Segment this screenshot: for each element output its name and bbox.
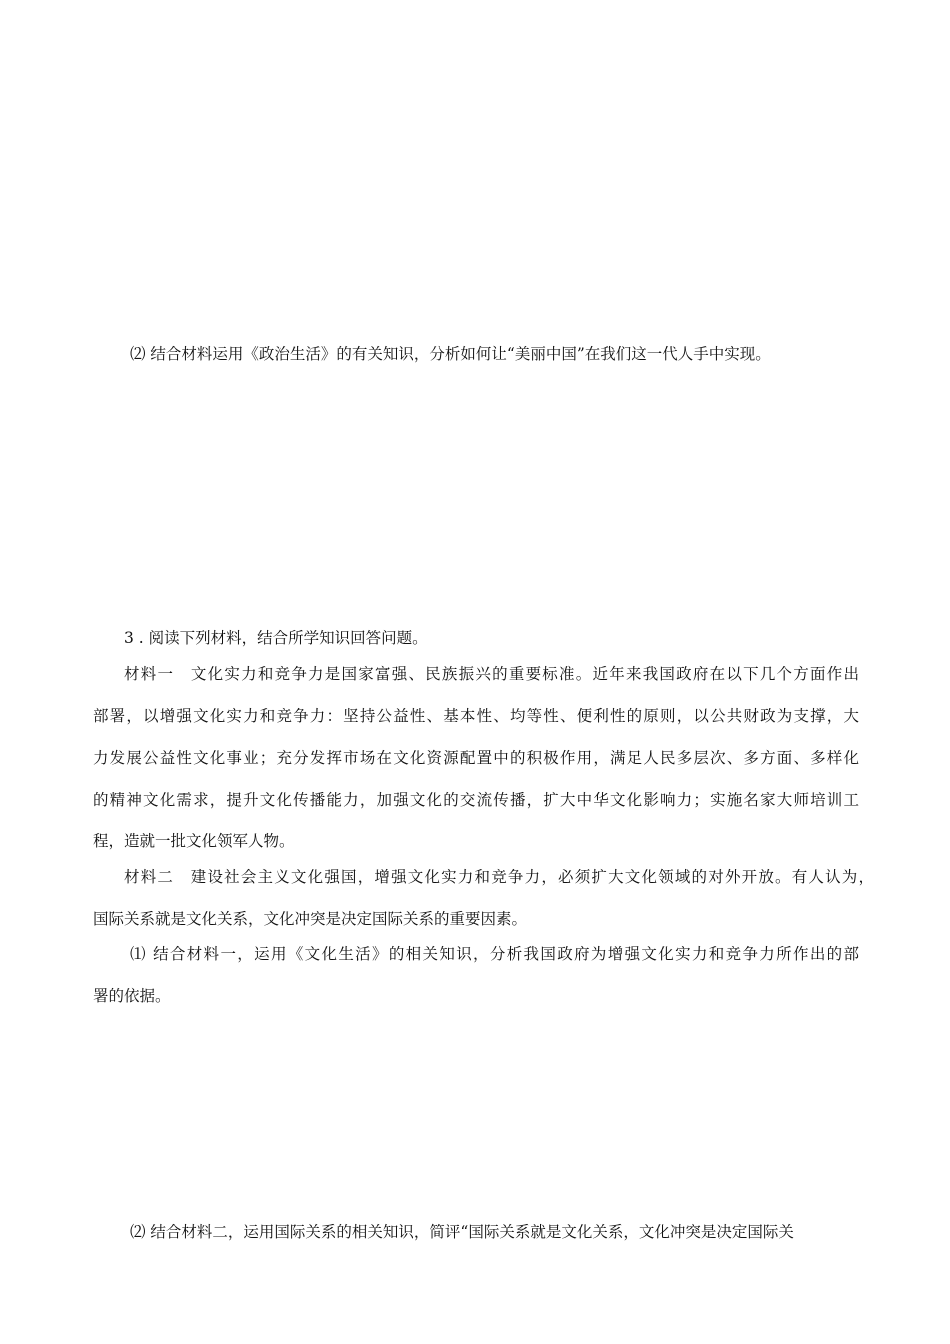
material-1-line-4: 的精神文化需求，提升文化传播能力，加强文化的交流传播，扩大中华文化影响力；实施名家大师培训工 — [93, 791, 859, 809]
material-1-line-1: 材料一 文化实力和竞争力是国家富强、民族振兴的重要标准。近年来我国政府在以下几个方面作出 — [124, 665, 859, 683]
subquestion-1-line-2: 署的依据。 — [93, 987, 171, 1005]
material-1-line-5: 程，造就一批文化领军人物。 — [93, 832, 295, 850]
question-2-subquestion-2: ⑵ 结合材料运用《政治生活》的有关知识，分析如何让“美丽中国”在我们这一代人手中实现。 — [130, 345, 771, 363]
subquestion-2-line-1: ⑵ 结合材料二，运用国际关系的相关知识，简评“国际关系就是文化关系，文化冲突是决定国际关 — [130, 1223, 794, 1241]
material-2-line-2: 国际关系就是文化关系，文化冲突是决定国际关系的重要因素。 — [93, 910, 528, 928]
material-2-line-1: 材料二 建设社会主义文化强国，增强文化实力和竞争力，必须扩大文化领域的对外开放。有人认为， — [124, 868, 874, 886]
material-1-line-2: 部署，以增强文化实力和竞争力：坚持公益性、基本性、均等性、便利性的原则，以公共财政为支撑，大 — [93, 707, 859, 725]
subquestion-1-line-1: ⑴ 结合材料一，运用《文化生活》的相关知识，分析我国政府为增强文化实力和竞争力所作出的部 — [130, 945, 859, 963]
question-3-heading: 3 . 阅读下列材料，结合所学知识回答问题。 — [124, 629, 428, 647]
material-1-line-3: 力发展公益性文化事业；充分发挥市场在文化资源配置中的积极作用，满足人民多层次、多方面、多样化 — [93, 749, 859, 767]
